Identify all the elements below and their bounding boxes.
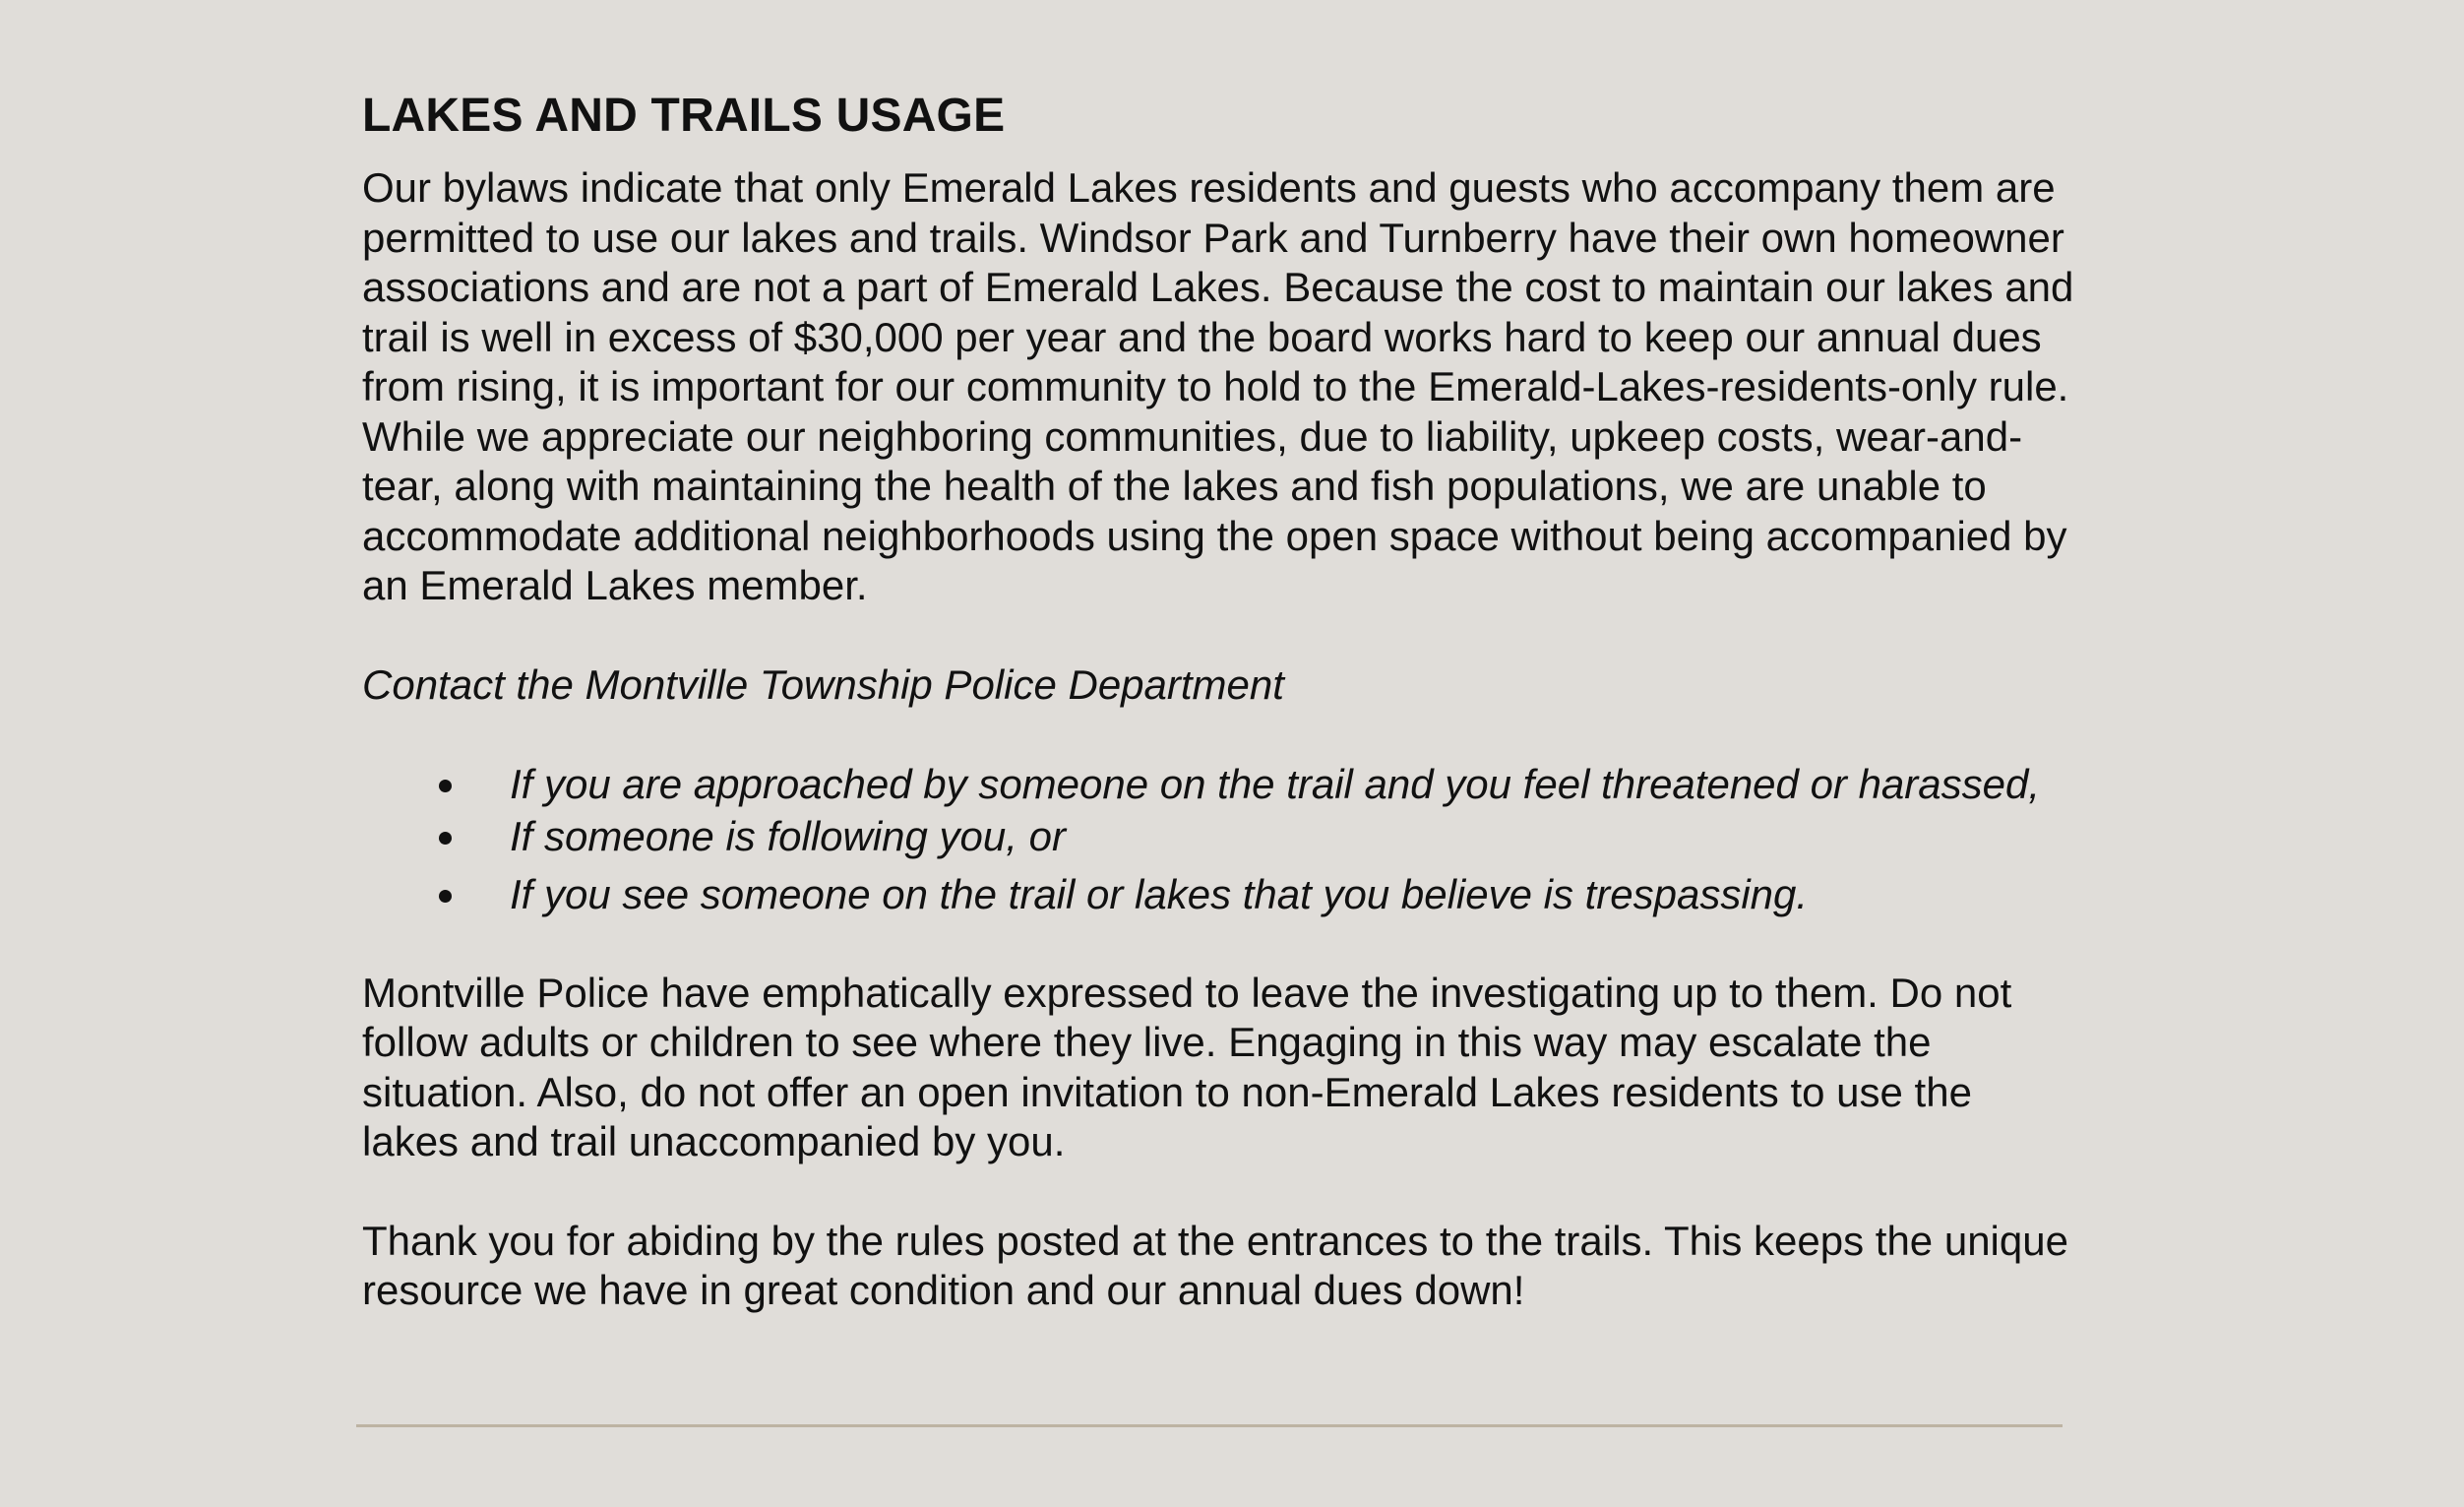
list-item-text: If someone is following you, or [510, 812, 1066, 859]
bylaws-paragraph: Our bylaws indicate that only Emerald Lakes residents and guests who accompany them are permitted to use our lakes and trails. Windsor Park and Turnberry have their own homeowner associations and are not a part of Emerald Lakes. Because the cost to maintain our lakes and trail is well in excess of $30,000 per year and the board works hard to keep our annual dues from rising, it is important for our community to hold to the Emerald-Lakes-residents-only rule. While we appreciate our neighboring communities, due to liability, upkeep costs, wear-and-tear, along with maintaining the health of the lakes and fish populations, we are unable to accommodate additional neighborhoods using the open space without being accompanied by an Emerald Lakes member. [362, 164, 2074, 608]
contact-conditions-list [362, 759, 2074, 919]
contact-heading: Contact the Montville Township Police Department [362, 660, 1284, 708]
list-item [362, 759, 2045, 809]
bullet-icon [439, 890, 452, 903]
section-divider [356, 1424, 2063, 1427]
list-item [362, 811, 2045, 861]
spacer [362, 919, 2074, 969]
list-item-text: If you are approached by someone on the trail and you feel threatened or harassed, [510, 760, 2041, 807]
bullet-icon [439, 832, 452, 845]
section-title: LAKES AND TRAILS USAGE [362, 90, 1006, 142]
bullet-icon [439, 780, 452, 792]
spacer [362, 611, 2074, 660]
police-guidance-paragraph: Montville Police have emphatically expressed to leave the investigating up to them. Do not follow adults or children to see where they live. Engaging in this way may escalate the situation. Also, do not offer an open invitation to non-Emerald Lakes residents to use the lakes and trail unaccompanied by you. [362, 969, 2012, 1164]
list-item [362, 869, 2045, 919]
document-body [362, 89, 2074, 1316]
thank-you-paragraph: Thank you for abiding by the rules posted at the entrances to the trails. This keeps the unique resource we have in great condition and our annual dues down! [362, 1217, 2068, 1313]
spacer [362, 710, 2074, 759]
spacer [362, 1167, 2074, 1217]
list-item-text: If you see someone on the trail or lakes that you believe is trespassing. [510, 870, 1809, 917]
